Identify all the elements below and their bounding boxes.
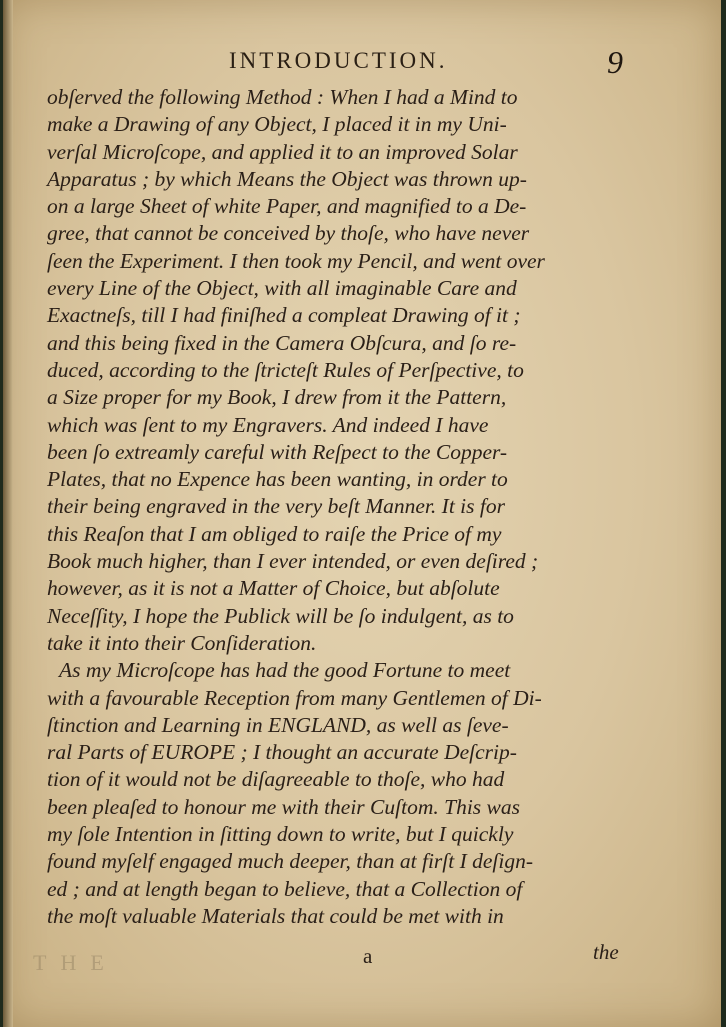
text-line: obſerved the following Method : When I had a Mind to (47, 85, 518, 109)
text-line: Book much higher, than I ever intended, or even deſired ; (47, 549, 539, 574)
catchword: the (593, 940, 619, 964)
text-line: ſeen the Experiment. I then took my Pencil, and went over (47, 248, 545, 273)
page-gutter (3, 0, 13, 1027)
text-line: which was ſent to my Engravers. And indeed I have (47, 412, 489, 437)
text-line: a Size proper for my Book, I drew from it the Pattern, (47, 385, 507, 410)
page-footer (3, 940, 721, 980)
text-line: ral Parts of EUROPE ; I thought an accurate Deſcrip- (47, 740, 517, 765)
text-line: ed ; and at length began to believe, that a Collection of (47, 876, 523, 901)
signature-mark: a (363, 944, 373, 968)
text-line: and this being fixed in the Camera Obſcura, and ſo re- (47, 330, 517, 355)
text-line: with a favourable Reception from many Gentlemen of Di- (47, 685, 542, 710)
text-line: Neceſſity, I hope the Publick will be ſo indulgent, as to (47, 603, 514, 628)
running-head: INTRODUCTION. (229, 48, 448, 73)
page-header (3, 46, 721, 86)
text-line: my ſole Intention in ſitting down to write, but I quickly (47, 822, 514, 847)
text-line: found myſelf engaged much deeper, than at firſt I deſign- (47, 849, 534, 874)
text-line: Exactneſs, till I had finiſhed a compleat Drawing of it ; (47, 303, 521, 328)
text-line: tion of it would not be diſagreeable to thoſe, who had (47, 767, 505, 792)
paragraph-first-line: As my Microſcope has had the good Fortune to meet (59, 658, 511, 683)
show-through-text: THE (33, 950, 118, 975)
text-line: make a Drawing of any Object, I placed it in my Uni- (47, 112, 507, 137)
text-line: verſal Microſcope, and applied it to an improved Solar (47, 139, 518, 164)
text-line: gree, that cannot be conceived by thoſe, who have never (47, 221, 530, 246)
text-line: been ſo extreamly careful with Reſpect to the Copper- (47, 439, 508, 464)
text-line: this Reaſon that I am obliged to raiſe the Price of my (47, 521, 502, 546)
text-line: the moſt valuable Materials that could be met with in (47, 903, 504, 928)
page-number: 9 (607, 44, 623, 80)
text-line: ſtinction and Learning in ENGLAND, as well as ſeve- (47, 712, 509, 737)
text-line: every Line of the Object, with all imaginable Care and (47, 276, 517, 301)
body-text (47, 84, 637, 930)
text-line: duced, according to the ſtricteſt Rules of Perſpective, to (47, 357, 524, 382)
text-line: Apparatus ; by which Means the Object was thrown up- (47, 166, 527, 191)
text-line: however, as it is not a Matter of Choice, but abſolute (47, 576, 500, 601)
text-line: on a large Sheet of white Paper, and magnified to a De- (47, 194, 527, 219)
text-line: Plates, that no Expence has been wanting, in order to (47, 467, 508, 492)
text-line: take it into their Conſideration. (47, 630, 317, 655)
text-line: been pleaſed to honour me with their Cuſtom. This was (47, 794, 520, 819)
text-line: their being engraved in the very beſt Manner. It is for (47, 494, 505, 519)
book-page (3, 0, 721, 1027)
